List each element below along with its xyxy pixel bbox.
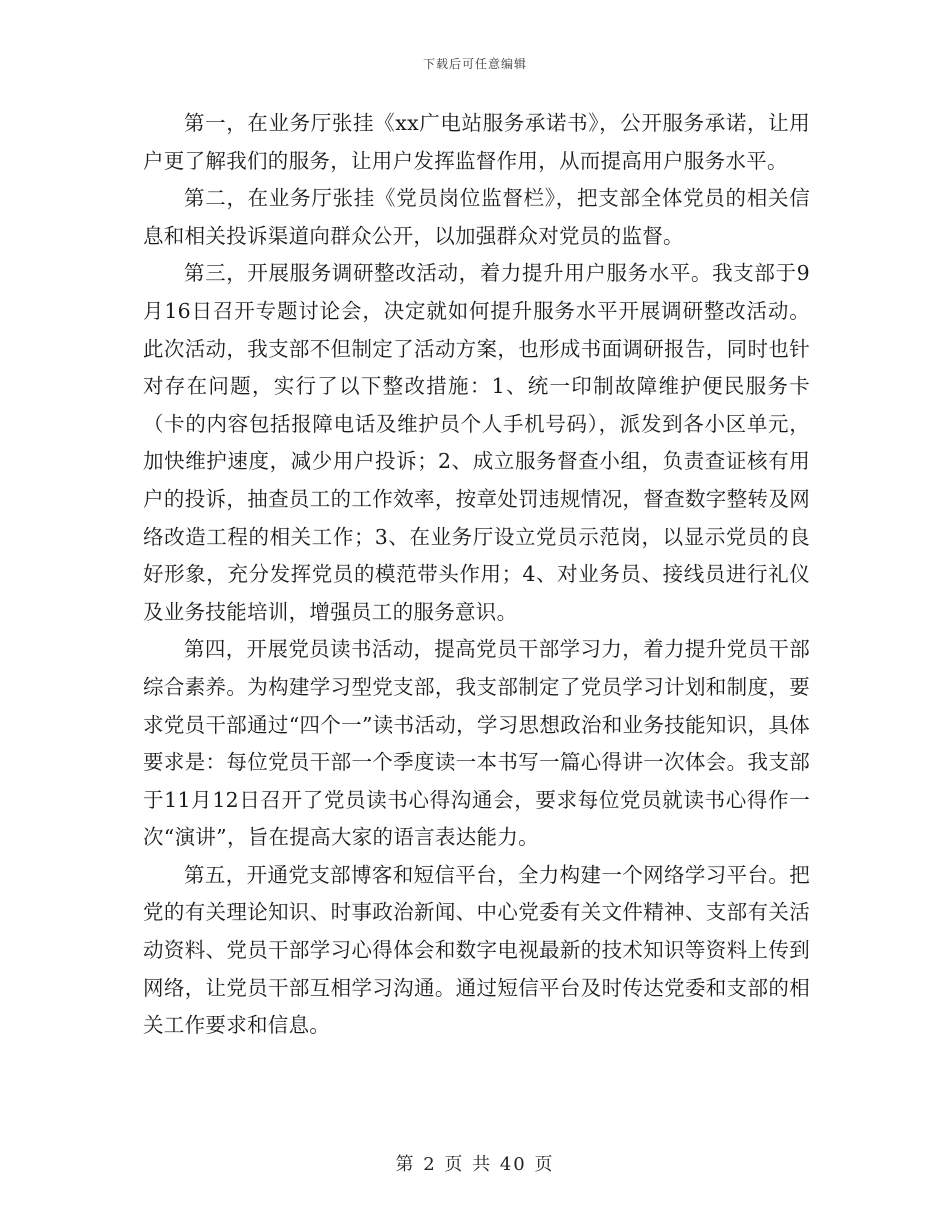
page-footer: 第 2 页 共 40 页	[395, 1154, 555, 1175]
paragraph-2: 第二，在业务厅张挂《党员岗位监督栏》，把支部全体党员的相关信息和相关投诉渠道向群众公开，以加强群众对党员的监督。	[143, 186, 810, 248]
paragraph-3: 第三，开展服务调研整改活动，着力提升用户服务水平。我支部于9月16日召开专题讨论会，决定就如何提升服务水平开展调研整改活动。此次活动，我支部不但制定了活动方案，也形成书面调研报告，同时也针对存在问题，实行了以下整改措施：1、统一印制故障维护便民服务卡（卡的内容包括报障电话及维护员个人手机号码），派发到各小区单元，加快维护速度，减少用户投诉；2、成立服务督查小组，负责查证核有用户的投诉，抽查员工的工作效率，按章处罚违规情况，督查数字整转及网络改造工程的相关工作；3、在业务厅设立党员示范岗，以显示党员的良好形象，充分发挥党员的模范带头作用；4、对业务员、接线员进行礼仪及业务技能培训，增强员工的服务意识。	[143, 261, 810, 624]
document-body	[143, 105, 810, 1045]
page-header: 下载后可任意编辑	[422, 57, 527, 71]
paragraph-1: 第一，在业务厅张挂《xx广电站服务承诺书》，公开服务承诺，让用户更了解我们的服务，让用户发挥监督作用，从而提高用户服务水平。	[143, 111, 810, 173]
paragraph-4: 第四，开展党员读书活动，提高党员干部学习力，着力提升党员干部综合素养。为构建学习型党支部，我支部制定了党员学习计划和制度，要求党员干部通过“四个一”读书活动，学习思想政治和业务技能知识，具体要求是：每位党员干部一个季度读一本书写一篇心得讲一次体会。我支部于11月12日召开了党员读书心得沟通会，要求每位党员就读书心得作一次“演讲”，旨在提高大家的语言表达能力。	[143, 637, 810, 850]
paragraph-5: 第五，开通党支部博客和短信平台，全力构建一个网络学习平台。把党的有关理论知识、时事政治新闻、中心党委有关文件精神、支部有关活动资料、党员干部学习心得体会和数字电视最新的技术知识等资料上传到网络，让党员干部互相学习沟通。通过短信平台及时传达党委和支部的相关工作要求和信息。	[143, 862, 810, 1038]
